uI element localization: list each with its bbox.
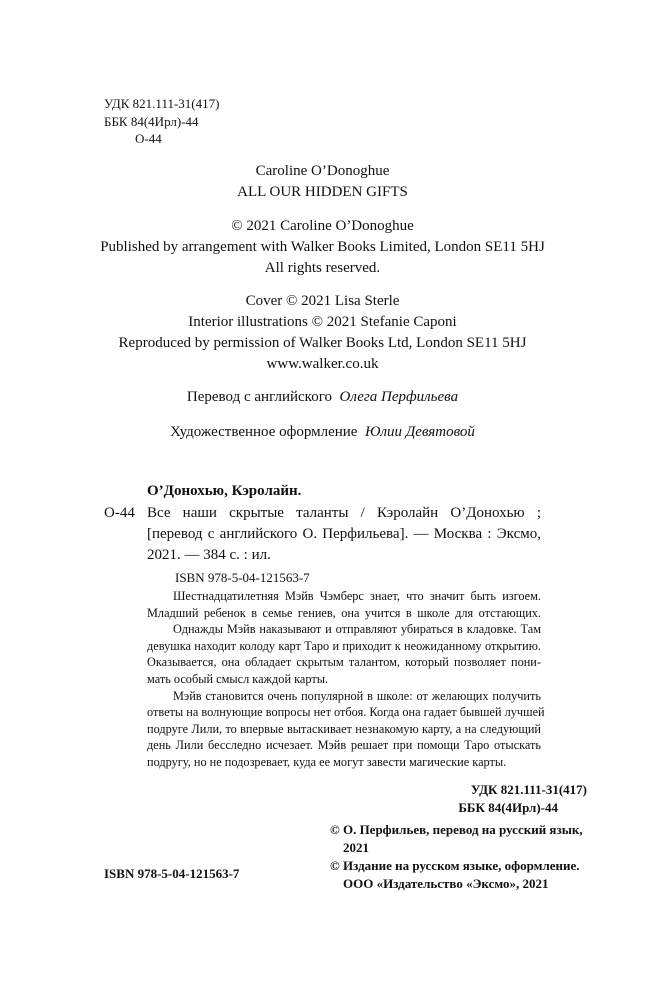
author-mark: О-44 — [135, 131, 162, 146]
catalog-mark: О-44 — [104, 505, 135, 521]
annotation-line: ответы на волнующие вопросы нет отбоя. Когда она гадает бывшей лучшей — [147, 705, 545, 720]
design-label: Художественное оформление — [170, 424, 358, 440]
translation-label: Перевод с английского — [186, 389, 332, 405]
translation-credit — [0, 389, 645, 406]
translation-copyright-line-1: © О. Перфильев, перевод на русский язык, — [330, 822, 583, 837]
design-credit — [0, 424, 645, 441]
annotation-line: Младший ребенок в семье гениев, она учится в школе для отстающих. — [147, 605, 541, 620]
annotation-line: день Лили бесследно исчезает. Мэйв решает при помощи Таро отыскать — [147, 738, 541, 753]
translation-copyright-line-2: 2021 — [343, 840, 369, 855]
annotation-line: девушка находит колоду карт Таро и приходит к неожиданному открытию. — [147, 638, 541, 653]
edition-copyright: © Издание на русском языке, оформление. — [330, 858, 580, 873]
arrangement-notice: Published by arrangement with Walker Books Limited, London SE11 5HJ — [100, 239, 545, 255]
udk-code: УДК 821.111-31(417) — [104, 96, 220, 111]
annotation-line: Мэйв становится очень популярной в школе: от желающих получить — [173, 688, 541, 703]
cover-credit: Cover © 2021 Lisa Sterle — [245, 293, 400, 309]
annotation-line: мать особый смысл каждой карты. — [147, 671, 329, 686]
annotation-line: подруге Лили, то впервые вытаскивает незнакомую карту, а на следующий — [147, 721, 541, 736]
original-author: Caroline O’Donoghue — [255, 163, 390, 179]
translator-name: Олега Перфильева — [339, 389, 459, 405]
catalog-description-line-1: Все наши скрытые таланты / Кэролайн О’Донохью ; — [147, 505, 541, 521]
reproduction-notice: Reproduced by permission of Walker Books Ltd, London SE11 5HJ — [118, 335, 527, 351]
interior-credit: Interior illustrations © 2021 Stefanie Caponi — [188, 314, 457, 330]
catalog-description-line-2: [перевод с английского О. Перфильева]. — Москва : Эксмо, — [147, 526, 541, 542]
annotation — [147, 588, 545, 771]
catalog-author-heading: О’Донохью, Кэролайн. — [147, 483, 302, 499]
catalog-description-line-3: 2021. — 384 с. : ил. — [147, 547, 271, 563]
bbk-code: ББК 84(4Ирл)-44 — [104, 114, 199, 129]
annotation-line: Оказывается, она обладает скрытым талантом, который позволяет пони- — [147, 655, 541, 670]
original-copyright: © 2021 Caroline O’Donoghue — [231, 218, 414, 234]
bottom-udk-code: УДК 821.111-31(417) — [470, 782, 587, 797]
designer-name: Юлии Девятовой — [364, 424, 475, 440]
annotation-line: Однажды Мэйв наказывают и отправляют убираться в кладовке. Там — [173, 622, 541, 637]
bottom-bbk-code: ББК 84(4Ирл)-44 — [458, 800, 558, 815]
publisher-copyright: ООО «Издательство «Эксмо», 2021 — [343, 876, 549, 891]
catalog-isbn: ISBN 978-5-04-121563-7 — [175, 570, 310, 585]
annotation-line: Шестнадцатилетняя Мэйв Чэмберс знает, что значит быть изгоем. — [173, 589, 541, 603]
rights-notice: All rights reserved. — [264, 260, 381, 276]
original-title: ALL OUR HIDDEN GIFTS — [237, 184, 408, 200]
annotation-line: подругу, но не подозревает, куда ее могут завести магические карты. — [147, 754, 507, 769]
footer-isbn: ISBN 978-5-04-121563-7 — [104, 866, 240, 881]
publisher-website: www.walker.co.uk — [266, 356, 379, 372]
